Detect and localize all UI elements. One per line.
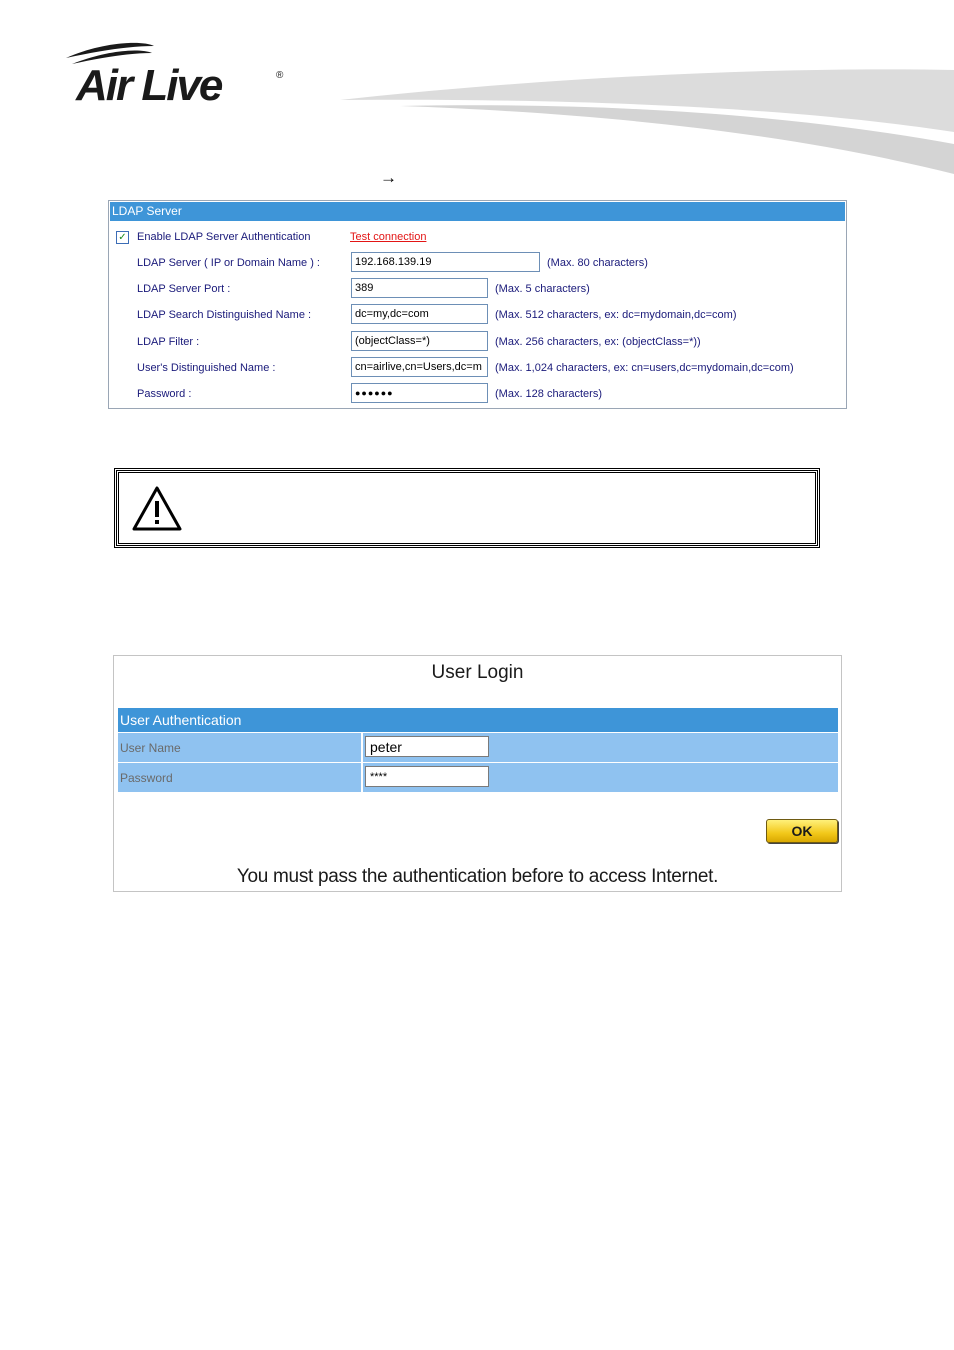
password-row (118, 763, 838, 792)
ldap-port-input[interactable]: 389 (351, 278, 488, 298)
ldap-filter-hint: (Max. 256 characters, ex: (objectClass=*)) (495, 336, 701, 348)
ldap-panel-title: LDAP Server (110, 202, 845, 221)
nav-arrow-icon: → (380, 168, 397, 187)
ldap-search-dn-input[interactable]: dc=my,dc=com (351, 304, 488, 324)
ldap-port-hint: (Max. 5 characters) (495, 283, 590, 295)
ldap-password-input[interactable]: ●●●●●● (351, 383, 488, 403)
password-input[interactable]: **** (365, 766, 489, 787)
header-swoosh (340, 62, 954, 182)
enable-ldap-checkbox[interactable]: ✓ (116, 231, 129, 244)
ldap-search-dn-row (109, 304, 846, 328)
ldap-server-input[interactable]: 192.168.139.19 (351, 252, 540, 272)
user-dn-input[interactable]: cn=airlive,cn=Users,dc=m (351, 357, 488, 377)
enable-ldap-label: Enable LDAP Server Authentication (137, 231, 311, 243)
user-authentication-header: User Authentication (118, 708, 838, 732)
user-dn-hint: (Max. 1,024 characters, ex: cn=users,dc=mydomain,dc=com) (495, 362, 794, 374)
airlive-logo (62, 40, 292, 106)
ldap-password-row (109, 383, 846, 407)
ldap-port-label: LDAP Server Port : (137, 283, 231, 295)
ldap-filter-row (109, 331, 846, 355)
ldap-filter-label: LDAP Filter : (137, 336, 200, 348)
registered-mark: ® (276, 70, 284, 81)
user-login-panel (113, 655, 842, 892)
ldap-password-hint: (Max. 128 characters) (495, 388, 602, 400)
user-dn-label: User's Distinguished Name : (137, 362, 276, 374)
username-label: User Name (120, 741, 181, 755)
ldap-server-label: LDAP Server ( IP or Domain Name ) : (137, 257, 320, 269)
logo-text: Air Live (76, 61, 222, 106)
ldap-server-panel (108, 200, 847, 409)
ldap-server-row (109, 252, 846, 276)
ldap-search-dn-label: LDAP Search Distinguished Name : (137, 309, 312, 321)
username-row (118, 733, 838, 762)
user-login-title: User Login (431, 662, 524, 683)
ldap-port-row (109, 278, 846, 302)
ok-button[interactable]: OK (766, 819, 838, 843)
password-label: Password (120, 771, 173, 785)
warning-box (114, 468, 820, 548)
ldap-search-dn-hint: (Max. 512 characters, ex: dc=mydomain,dc=com) (495, 309, 737, 321)
username-input[interactable]: peter (365, 736, 489, 757)
ldap-server-hint: (Max. 80 characters) (547, 257, 648, 269)
test-connection-link[interactable]: Test connection (350, 231, 427, 243)
user-dn-row (109, 357, 846, 381)
warning-triangle-icon (131, 485, 183, 533)
ldap-password-label: Password : (137, 388, 192, 400)
authentication-message: You must pass the authentication before to access Internet. (236, 866, 719, 887)
ldap-filter-input[interactable]: (objectClass=*) (351, 331, 488, 351)
